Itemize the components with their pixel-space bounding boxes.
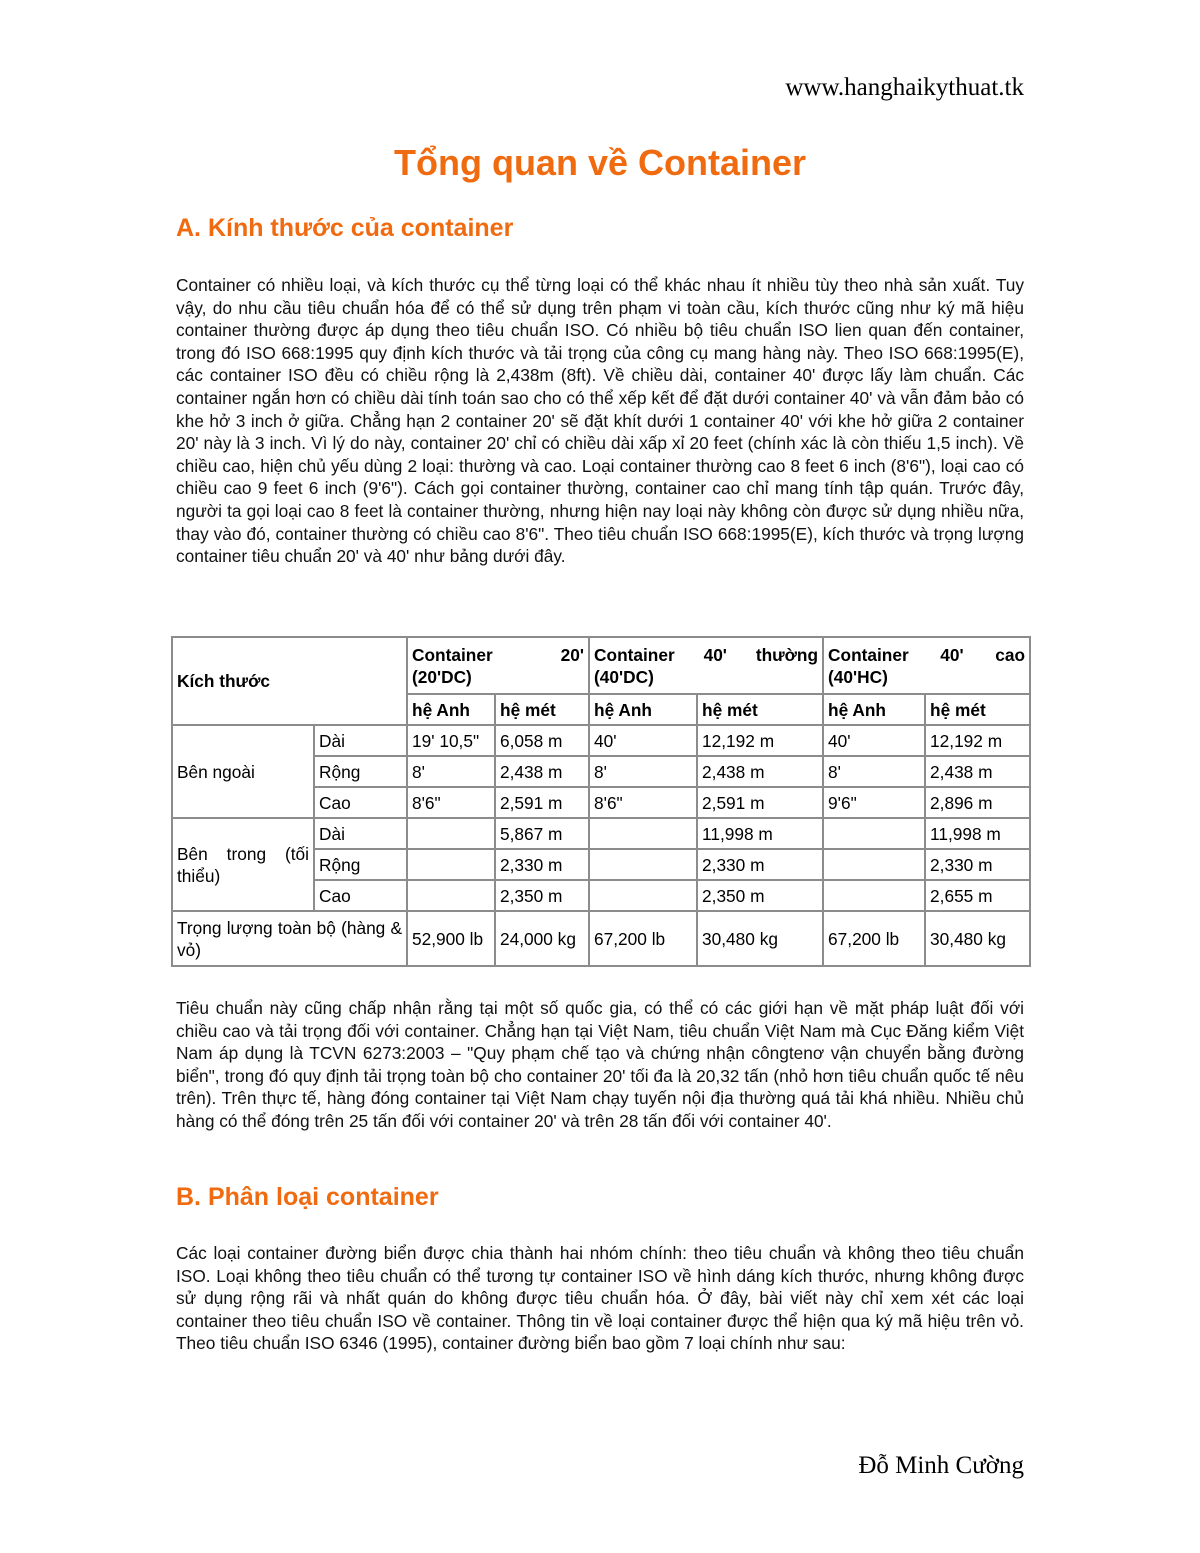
table-cell: 19' 10,5" bbox=[407, 725, 495, 756]
page-title: Tổng quan về Container bbox=[393, 142, 806, 183]
row-label-trong-luong: Trọng lượng toàn bộ (hàng & vỏ) bbox=[172, 911, 407, 966]
table-cell: 2,655 m bbox=[925, 880, 1030, 911]
table-cell: 9'6" bbox=[823, 787, 925, 818]
table-cell bbox=[407, 880, 495, 911]
table-cell bbox=[589, 880, 697, 911]
table-cell: 2,438 m bbox=[495, 756, 589, 787]
sub-he-met: hệ mét bbox=[925, 694, 1030, 725]
group-ben-trong: Bên trong (tối thiểu) bbox=[172, 818, 314, 911]
sub-he-anh: hệ Anh bbox=[589, 694, 697, 725]
sub-he-met: hệ mét bbox=[495, 694, 589, 725]
sub-he-anh: hệ Anh bbox=[407, 694, 495, 725]
section-b-paragraph-1: Các loại container đường biển được chia thành hai nhóm chính: theo tiêu chuẩn và không theo tiêu chuẩn ISO. Loại không theo tiêu chuẩn có thể tương tự container ISO về hình dáng kích thước, nhưng không được sử dụng rộng rãi và nhất quán do không được tiêu chuẩn hóa. Ở đây, bài viết này chỉ xem xét các loại container theo tiêu chuẩn ISO về container. Thông tin về loại container được thể hiện qua ký mã hiệu trên vỏ. Theo tiêu chuẩn ISO 6346 (1995), container đường biển bao gồm 7 loại chính như sau: bbox=[176, 1243, 1024, 1354]
table-cell: 2,438 m bbox=[697, 756, 823, 787]
table-cell: 2,438 m bbox=[925, 756, 1030, 787]
row-label-dai: Dài bbox=[314, 818, 407, 849]
table-cell: 2,896 m bbox=[925, 787, 1030, 818]
header-kich-thuoc: Kích thước bbox=[172, 637, 407, 725]
section-a-paragraph-2: Tiêu chuẩn này cũng chấp nhận rằng tại một số quốc gia, có thể có các giới hạn về mặt pháp luật đối với chiều cao và tải trọng đối với container. Chẳng hạn tại Việt Nam, tiêu chuẩn Việt Nam mà Cục Đăng kiểm Việt Nam áp dụng là TCVN 6273:2003 – "Quy phạm chế tạo và chứng nhận côngtenơ vận chuyển bằng đường biển", trong đó quy định tải trọng toàn bộ cho container 20' tối đa là 20,32 tấn (nhỏ hơn tiêu chuẩn quốc tế nêu trên). Trên thực tế, hàng đóng container tại Việt Nam chạy tuyến nội địa thường quá tải khá nhiều. Nhiều chủ hàng có thể đóng trên 25 tấn đối với container 20' và trên 28 tấn đối với container 40'. bbox=[176, 998, 1024, 1131]
table-cell: 8' bbox=[589, 756, 697, 787]
table-cell: 8'6" bbox=[589, 787, 697, 818]
sub-he-anh: hệ Anh bbox=[823, 694, 925, 725]
table-cell: 40' bbox=[589, 725, 697, 756]
header-url: www.hanghaikythuat.tk bbox=[785, 74, 1024, 101]
table-cell: 2,330 m bbox=[925, 849, 1030, 880]
table-cell bbox=[589, 818, 697, 849]
table-cell: 67,200 lb bbox=[823, 911, 925, 966]
row-label-rong: Rộng bbox=[314, 756, 407, 787]
table-cell: 2,330 m bbox=[495, 849, 589, 880]
table-cell: 2,591 m bbox=[697, 787, 823, 818]
table-cell: 52,900 lb bbox=[407, 911, 495, 966]
header-container-20dc: Container 20' (20'DC) bbox=[407, 637, 589, 694]
table-cell: 2,330 m bbox=[697, 849, 823, 880]
group-ben-ngoai: Bên ngoài bbox=[172, 725, 314, 818]
table-cell bbox=[823, 849, 925, 880]
section-a-paragraph-1: Container có nhiều loại, và kích thước cụ thể từng loại có thể khác nhau ít nhiều tùy theo nhà sản xuất. Tuy vậy, do nhu cầu tiêu chuẩn hóa để có thể sử dụng trên phạm vi toàn cầu, kích thước cũng như ký mã hiệu container thường được áp dụng theo tiêu chuẩn ISO. Có nhiều bộ tiêu chuẩn ISO lien quan đến container, trong đó ISO 668:1995 quy định kích thước và tải trọng của công cụ mang hàng này. Theo ISO 668:1995(E), các container ISO đều có chiều rộng là 2,438m (8ft). Về chiều dài, container 40' được lấy làm chuẩn. Các container ngắn hơn có chiều dài tính toán sao cho có thể xếp kết để đặt dưới container 40' và vẫn đảm bảo có khe hở 3 inch ở giữa. Chẳng hạn 2 container 20' sẽ đặt khít dưới 1 container 40' với khe hở giữa 2 container 20' này là 3 inch. Vì lý do này, container 20' chỉ có chiều dài xấp xỉ 20 feet (chính xác là còn thiếu 1,5 inch). Về chiều cao, hiện chủ yếu dùng 2 loại: thường và cao. Loại container thường cao 8 feet 6 inch (8'6"), loại cao có chiều cao 9 feet 6 inch (9'6"). Cách gọi container thường, container cao chỉ mang tính tập quán. Trước đây, người ta gọi loại cao 8 feet là container thường, nhưng hiện nay loại này không còn được sử dụng nhiều nữa, thay vào đó, container thường có chiều cao 8'6". Theo tiêu chuẩn ISO 668:1995(E), kích thước và trọng lượng container tiêu chuẩn 20' và 40' như bảng dưới đây. bbox=[176, 275, 1024, 567]
table-cell: 2,591 m bbox=[495, 787, 589, 818]
table-cell bbox=[823, 818, 925, 849]
row-label-dai: Dài bbox=[314, 725, 407, 756]
table-cell: 2,350 m bbox=[697, 880, 823, 911]
header-container-40hc: Container 40' cao (40'HC) bbox=[823, 637, 1030, 694]
row-label-rong: Rộng bbox=[314, 849, 407, 880]
table-cell: 12,192 m bbox=[697, 725, 823, 756]
table-cell: 8' bbox=[407, 756, 495, 787]
sub-he-met: hệ mét bbox=[697, 694, 823, 725]
table-cell bbox=[407, 818, 495, 849]
table-row bbox=[172, 725, 1030, 756]
container-dimensions-table bbox=[171, 636, 1031, 967]
table-cell: 67,200 lb bbox=[589, 911, 697, 966]
row-label-cao: Cao bbox=[314, 787, 407, 818]
table-cell: 8' bbox=[823, 756, 925, 787]
table-cell: 8'6" bbox=[407, 787, 495, 818]
table-row bbox=[172, 818, 1030, 849]
header-container-40dc: Container 40' thường (40'DC) bbox=[589, 637, 823, 694]
footer-author: Đỗ Minh Cường bbox=[858, 1452, 1024, 1479]
table-cell: 12,192 m bbox=[925, 725, 1030, 756]
table-cell: 30,480 kg bbox=[697, 911, 823, 966]
table-cell: 30,480 kg bbox=[925, 911, 1030, 966]
section-b-heading: B. Phân loại container bbox=[176, 1183, 439, 1211]
row-label-cao: Cao bbox=[314, 880, 407, 911]
table-cell: 40' bbox=[823, 725, 925, 756]
table-cell: 24,000 kg bbox=[495, 911, 589, 966]
table-cell bbox=[407, 849, 495, 880]
table-cell: 2,350 m bbox=[495, 880, 589, 911]
section-a-heading: A. Kính thước của container bbox=[176, 214, 514, 242]
table-cell: 11,998 m bbox=[697, 818, 823, 849]
table-cell: 6,058 m bbox=[495, 725, 589, 756]
table-row bbox=[172, 911, 1030, 966]
table-cell bbox=[823, 880, 925, 911]
table-cell: 11,998 m bbox=[925, 818, 1030, 849]
table-cell: 5,867 m bbox=[495, 818, 589, 849]
table-cell bbox=[589, 849, 697, 880]
